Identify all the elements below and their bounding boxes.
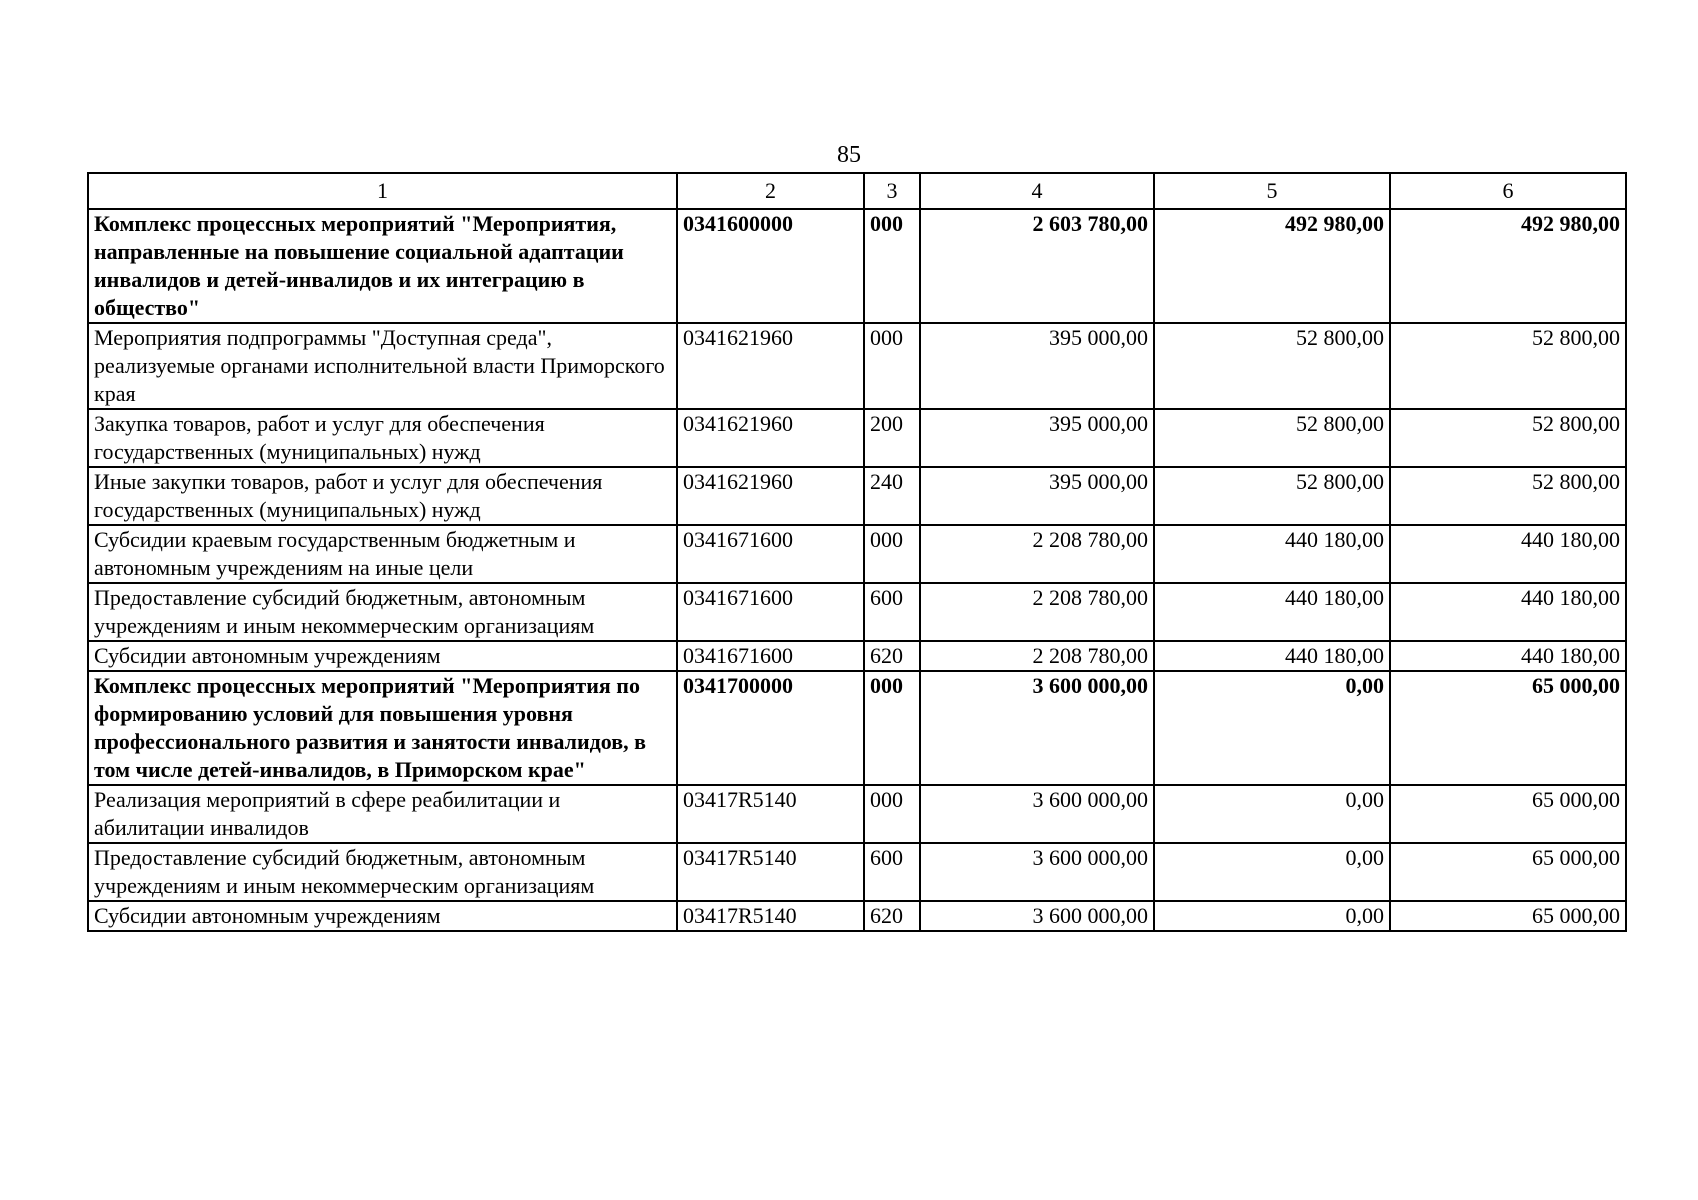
row-type: 000 <box>864 671 920 785</box>
row-name: Мероприятия подпрограммы "Доступная среда", реализуемые органами исполнительной власти Приморского края <box>88 323 677 409</box>
row-value-4: 3 600 000,00 <box>920 785 1154 843</box>
row-name: Субсидии автономным учреждениям <box>88 901 677 931</box>
row-value-4: 395 000,00 <box>920 409 1154 467</box>
row-value-5: 52 800,00 <box>1154 409 1390 467</box>
row-type: 000 <box>864 209 920 323</box>
row-type: 620 <box>864 901 920 931</box>
row-code: 0341671600 <box>677 641 864 671</box>
row-name: Субсидии краевым государственным бюджетным и автономным учреждениям на иные цели <box>88 525 677 583</box>
row-code: 03417R5140 <box>677 843 864 901</box>
row-name: Комплекс процессных мероприятий "Мероприятия, направленные на повышение социальной адаптации инвалидов и детей-инвалидов и их интеграцию в общество" <box>88 209 677 323</box>
row-value-5: 52 800,00 <box>1154 323 1390 409</box>
row-value-4: 3 600 000,00 <box>920 671 1154 785</box>
row-value-4: 3 600 000,00 <box>920 901 1154 931</box>
row-name: Предоставление субсидий бюджетным, автономным учреждениям и иным некоммерческим организациям <box>88 583 677 641</box>
row-type: 600 <box>864 583 920 641</box>
table-row <box>88 843 1626 901</box>
row-name: Субсидии автономным учреждениям <box>88 641 677 671</box>
row-code: 0341621960 <box>677 409 864 467</box>
row-type: 000 <box>864 785 920 843</box>
row-code: 0341621960 <box>677 467 864 525</box>
row-value-5: 440 180,00 <box>1154 583 1390 641</box>
row-code: 0341671600 <box>677 583 864 641</box>
table-row <box>88 323 1626 409</box>
row-value-4: 395 000,00 <box>920 323 1154 409</box>
row-code: 0341621960 <box>677 323 864 409</box>
row-value-4: 2 208 780,00 <box>920 583 1154 641</box>
row-type: 240 <box>864 467 920 525</box>
row-value-6: 440 180,00 <box>1390 583 1626 641</box>
row-value-6: 440 180,00 <box>1390 525 1626 583</box>
row-value-6: 65 000,00 <box>1390 901 1626 931</box>
table-row <box>88 641 1626 671</box>
row-value-6: 52 800,00 <box>1390 323 1626 409</box>
row-value-5: 52 800,00 <box>1154 467 1390 525</box>
row-value-5: 0,00 <box>1154 671 1390 785</box>
row-value-6: 65 000,00 <box>1390 843 1626 901</box>
row-type: 200 <box>864 409 920 467</box>
row-value-5: 0,00 <box>1154 843 1390 901</box>
row-name: Комплекс процессных мероприятий "Мероприятия по формированию условий для повышения уровня профессионального развития и занятости инвалидов, в том числе детей-инвалидов, в Приморском крае" <box>88 671 677 785</box>
table-row <box>88 525 1626 583</box>
row-name: Иные закупки товаров, работ и услуг для обеспечения государственных (муниципальных) нужд <box>88 467 677 525</box>
row-value-5: 492 980,00 <box>1154 209 1390 323</box>
row-type: 620 <box>864 641 920 671</box>
row-value-4: 2 208 780,00 <box>920 525 1154 583</box>
row-value-5: 440 180,00 <box>1154 641 1390 671</box>
row-value-4: 2 208 780,00 <box>920 641 1154 671</box>
row-name: Закупка товаров, работ и услуг для обеспечения государственных (муниципальных) нужд <box>88 409 677 467</box>
column-header-6: 6 <box>1390 173 1626 209</box>
column-header-2: 2 <box>677 173 864 209</box>
row-value-4: 395 000,00 <box>920 467 1154 525</box>
row-value-6: 492 980,00 <box>1390 209 1626 323</box>
row-type: 000 <box>864 323 920 409</box>
table-row <box>88 901 1626 931</box>
table-header-row <box>88 173 1626 209</box>
column-header-1: 1 <box>88 173 677 209</box>
row-value-6: 65 000,00 <box>1390 785 1626 843</box>
row-value-5: 440 180,00 <box>1154 525 1390 583</box>
column-header-4: 4 <box>920 173 1154 209</box>
table-row <box>88 409 1626 467</box>
page-number: 85 <box>837 142 861 168</box>
row-value-6: 52 800,00 <box>1390 409 1626 467</box>
row-type: 000 <box>864 525 920 583</box>
row-value-6: 52 800,00 <box>1390 467 1626 525</box>
column-header-5: 5 <box>1154 173 1390 209</box>
budget-table <box>87 172 1627 932</box>
row-value-6: 440 180,00 <box>1390 641 1626 671</box>
row-code: 0341671600 <box>677 525 864 583</box>
row-value-4: 3 600 000,00 <box>920 843 1154 901</box>
row-value-4: 2 603 780,00 <box>920 209 1154 323</box>
table-row <box>88 671 1626 785</box>
row-code: 0341600000 <box>677 209 864 323</box>
row-code: 03417R5140 <box>677 901 864 931</box>
table-row <box>88 583 1626 641</box>
row-code: 0341700000 <box>677 671 864 785</box>
row-type: 600 <box>864 843 920 901</box>
table-row <box>88 467 1626 525</box>
table-row <box>88 785 1626 843</box>
row-name: Реализация мероприятий в сфере реабилитации и абилитации инвалидов <box>88 785 677 843</box>
row-name: Предоставление субсидий бюджетным, автономным учреждениям и иным некоммерческим организациям <box>88 843 677 901</box>
row-code: 03417R5140 <box>677 785 864 843</box>
row-value-6: 65 000,00 <box>1390 671 1626 785</box>
column-header-3: 3 <box>864 173 920 209</box>
table-row <box>88 209 1626 323</box>
row-value-5: 0,00 <box>1154 901 1390 931</box>
row-value-5: 0,00 <box>1154 785 1390 843</box>
